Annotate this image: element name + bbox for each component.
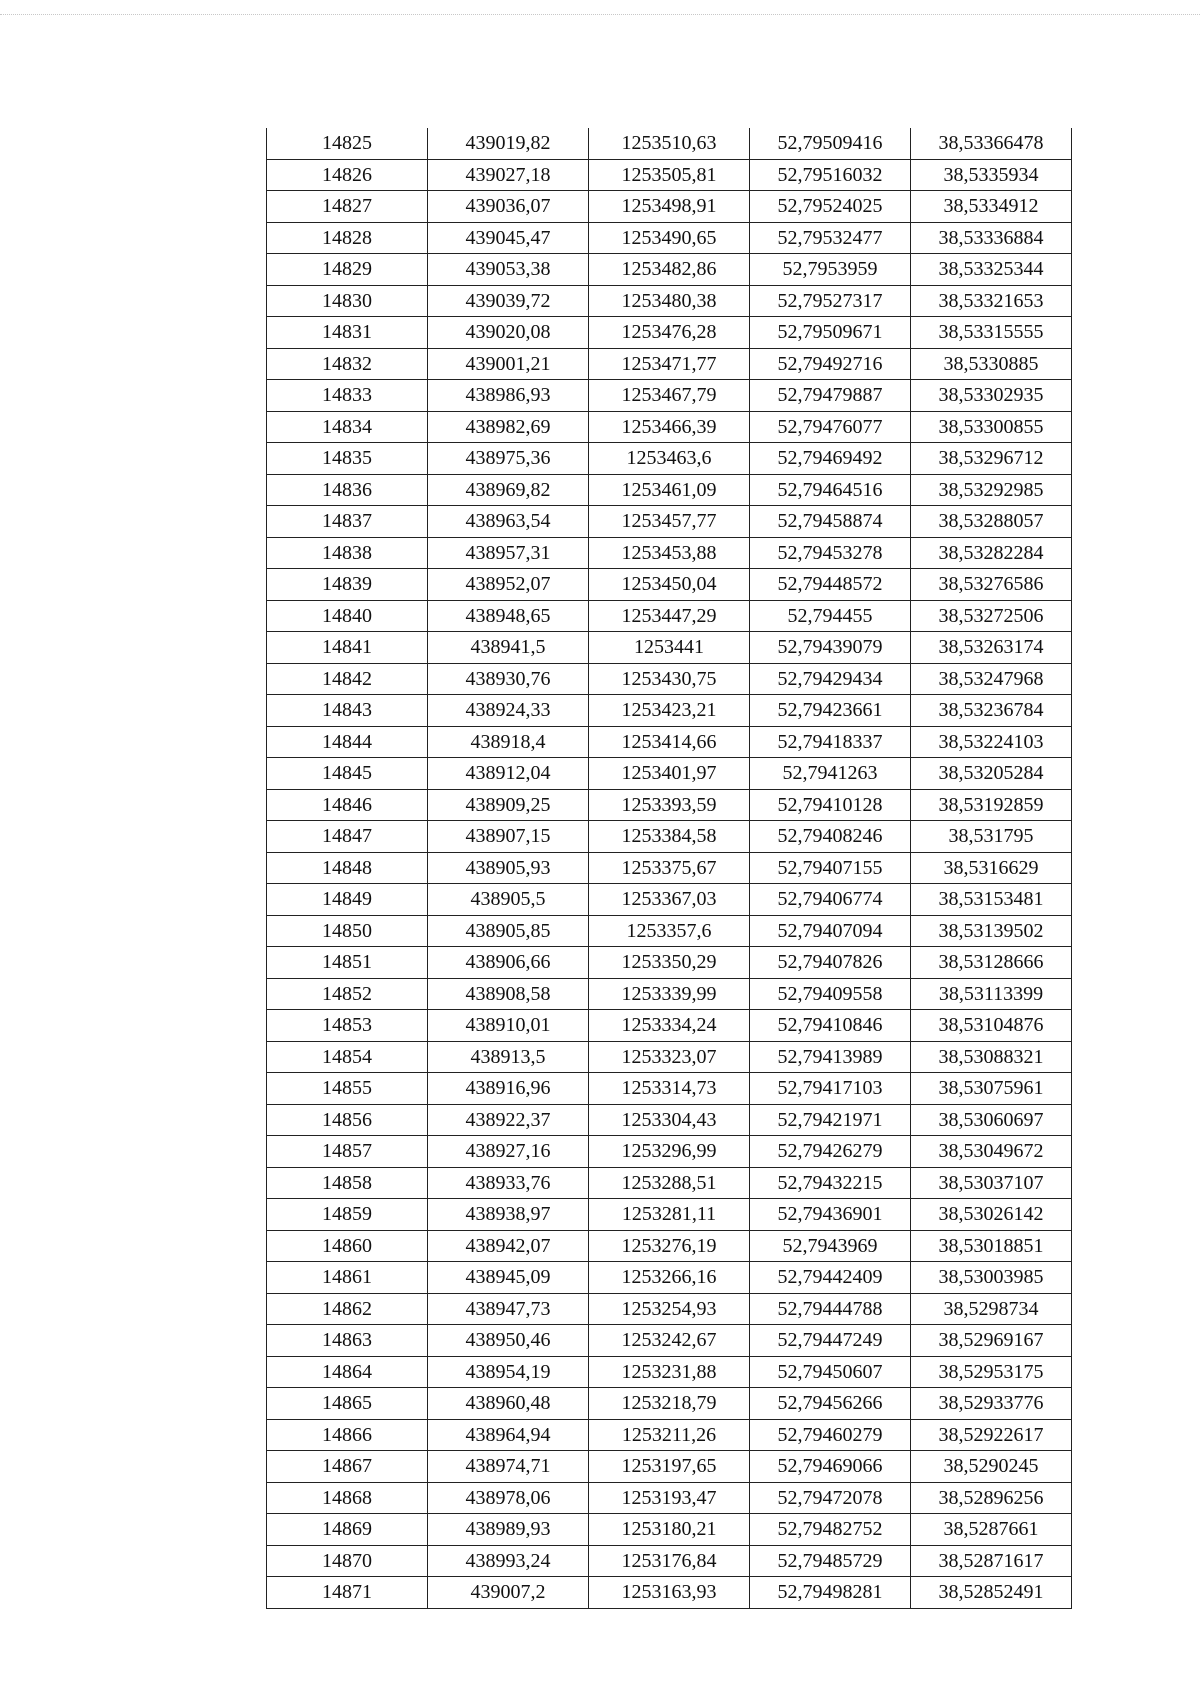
- cell-latitude: 52,79476077: [750, 411, 911, 443]
- cell-longitude: 38,53026142: [911, 1199, 1072, 1231]
- cell-coord-y: 1253510,63: [589, 128, 750, 159]
- table-row: [267, 191, 1072, 223]
- cell-point-number: 14860: [267, 1230, 428, 1262]
- cell-coord-x: 438905,93: [428, 852, 589, 884]
- cell-coord-y: 1253323,07: [589, 1041, 750, 1073]
- cell-longitude: 38,5316629: [911, 852, 1072, 884]
- cell-latitude: 52,79417103: [750, 1073, 911, 1105]
- cell-point-number: 14850: [267, 915, 428, 947]
- cell-coord-y: 1253350,29: [589, 947, 750, 979]
- cell-coord-x: 438964,94: [428, 1419, 589, 1451]
- cell-coord-x: 439020,08: [428, 317, 589, 349]
- cell-coord-y: 1253314,73: [589, 1073, 750, 1105]
- cell-coord-x: 438927,16: [428, 1136, 589, 1168]
- cell-coord-x: 439045,47: [428, 222, 589, 254]
- cell-latitude: 52,79527317: [750, 285, 911, 317]
- table-row: [267, 1010, 1072, 1042]
- table-row: [267, 852, 1072, 884]
- table-row: [267, 1293, 1072, 1325]
- cell-coord-y: 1253163,93: [589, 1577, 750, 1609]
- cell-longitude: 38,5287661: [911, 1514, 1072, 1546]
- cell-latitude: 52,7943969: [750, 1230, 911, 1262]
- cell-latitude: 52,79453278: [750, 537, 911, 569]
- cell-coord-y: 1253453,88: [589, 537, 750, 569]
- cell-coord-y: 1253304,43: [589, 1104, 750, 1136]
- cell-coord-y: 1253430,75: [589, 663, 750, 695]
- cell-longitude: 38,53282284: [911, 537, 1072, 569]
- cell-latitude: 52,79482752: [750, 1514, 911, 1546]
- cell-coord-y: 1253334,24: [589, 1010, 750, 1042]
- table-row: [267, 285, 1072, 317]
- cell-latitude: 52,7941263: [750, 758, 911, 790]
- cell-point-number: 14851: [267, 947, 428, 979]
- cell-point-number: 14867: [267, 1451, 428, 1483]
- cell-latitude: 52,79448572: [750, 569, 911, 601]
- table-row: [267, 1419, 1072, 1451]
- cell-point-number: 14857: [267, 1136, 428, 1168]
- cell-longitude: 38,53075961: [911, 1073, 1072, 1105]
- cell-longitude: 38,53292985: [911, 474, 1072, 506]
- table-row: [267, 1577, 1072, 1609]
- cell-longitude: 38,53336884: [911, 222, 1072, 254]
- table-row: [267, 569, 1072, 601]
- cell-latitude: 52,79407094: [750, 915, 911, 947]
- cell-coord-y: 1253450,04: [589, 569, 750, 601]
- cell-coord-y: 1253193,47: [589, 1482, 750, 1514]
- cell-coord-y: 1253414,66: [589, 726, 750, 758]
- cell-latitude: 52,79469492: [750, 443, 911, 475]
- cell-longitude: 38,53113399: [911, 978, 1072, 1010]
- cell-coord-x: 438986,93: [428, 380, 589, 412]
- cell-point-number: 14846: [267, 789, 428, 821]
- cell-coord-x: 438910,01: [428, 1010, 589, 1042]
- cell-coord-y: 1253180,21: [589, 1514, 750, 1546]
- cell-latitude: 52,79432215: [750, 1167, 911, 1199]
- cell-longitude: 38,53325344: [911, 254, 1072, 286]
- cell-longitude: 38,53288057: [911, 506, 1072, 538]
- cell-latitude: 52,79492716: [750, 348, 911, 380]
- cell-latitude: 52,79509416: [750, 128, 911, 159]
- cell-longitude: 38,53104876: [911, 1010, 1072, 1042]
- cell-latitude: 52,794455: [750, 600, 911, 632]
- cell-latitude: 52,79429434: [750, 663, 911, 695]
- cell-longitude: 38,52953175: [911, 1356, 1072, 1388]
- cell-point-number: 14828: [267, 222, 428, 254]
- table-row: [267, 537, 1072, 569]
- table-row: [267, 1482, 1072, 1514]
- cell-longitude: 38,52852491: [911, 1577, 1072, 1609]
- cell-longitude: 38,53192859: [911, 789, 1072, 821]
- cell-longitude: 38,53302935: [911, 380, 1072, 412]
- cell-longitude: 38,53049672: [911, 1136, 1072, 1168]
- cell-longitude: 38,53300855: [911, 411, 1072, 443]
- cell-point-number: 14836: [267, 474, 428, 506]
- cell-coord-y: 1253242,67: [589, 1325, 750, 1357]
- cell-latitude: 52,79406774: [750, 884, 911, 916]
- cell-point-number: 14868: [267, 1482, 428, 1514]
- cell-point-number: 14832: [267, 348, 428, 380]
- cell-latitude: 52,79423661: [750, 695, 911, 727]
- cell-coord-y: 1253467,79: [589, 380, 750, 412]
- cell-longitude: 38,53247968: [911, 663, 1072, 695]
- cell-point-number: 14827: [267, 191, 428, 223]
- cell-latitude: 52,79498281: [750, 1577, 911, 1609]
- cell-longitude: 38,5330885: [911, 348, 1072, 380]
- cell-point-number: 14831: [267, 317, 428, 349]
- cell-coord-x: 439027,18: [428, 159, 589, 191]
- cell-coord-y: 1253393,59: [589, 789, 750, 821]
- cell-longitude: 38,5335934: [911, 159, 1072, 191]
- cell-point-number: 14843: [267, 695, 428, 727]
- table-row: [267, 474, 1072, 506]
- table-row: [267, 884, 1072, 916]
- cell-latitude: 52,79426279: [750, 1136, 911, 1168]
- cell-point-number: 14856: [267, 1104, 428, 1136]
- cell-coord-x: 438941,5: [428, 632, 589, 664]
- cell-point-number: 14865: [267, 1388, 428, 1420]
- cell-coord-y: 1253384,58: [589, 821, 750, 853]
- table-row: [267, 348, 1072, 380]
- cell-latitude: 52,79485729: [750, 1545, 911, 1577]
- cell-coord-y: 1253441: [589, 632, 750, 664]
- cell-latitude: 52,79532477: [750, 222, 911, 254]
- cell-point-number: 14861: [267, 1262, 428, 1294]
- cell-longitude: 38,52933776: [911, 1388, 1072, 1420]
- cell-longitude: 38,52871617: [911, 1545, 1072, 1577]
- cell-latitude: 52,79442409: [750, 1262, 911, 1294]
- cell-latitude: 52,79458874: [750, 506, 911, 538]
- cell-latitude: 52,79516032: [750, 159, 911, 191]
- cell-longitude: 38,5334912: [911, 191, 1072, 223]
- cell-coord-x: 438924,33: [428, 695, 589, 727]
- cell-longitude: 38,53366478: [911, 128, 1072, 159]
- cell-point-number: 14838: [267, 537, 428, 569]
- cell-point-number: 14847: [267, 821, 428, 853]
- cell-coord-y: 1253296,99: [589, 1136, 750, 1168]
- cell-coord-x: 438974,71: [428, 1451, 589, 1483]
- cell-point-number: 14833: [267, 380, 428, 412]
- cell-latitude: 52,79479887: [750, 380, 911, 412]
- cell-point-number: 14858: [267, 1167, 428, 1199]
- cell-coord-x: 438942,07: [428, 1230, 589, 1262]
- cell-longitude: 38,53276586: [911, 569, 1072, 601]
- table-row: [267, 1104, 1072, 1136]
- cell-coord-x: 438957,31: [428, 537, 589, 569]
- table-row: [267, 947, 1072, 979]
- cell-latitude: 52,79460279: [750, 1419, 911, 1451]
- cell-latitude: 52,79464516: [750, 474, 911, 506]
- cell-coord-x: 438993,24: [428, 1545, 589, 1577]
- cell-coord-y: 1253367,03: [589, 884, 750, 916]
- cell-coord-x: 438945,09: [428, 1262, 589, 1294]
- cell-point-number: 14870: [267, 1545, 428, 1577]
- cell-longitude: 38,53321653: [911, 285, 1072, 317]
- cell-coord-x: 438950,46: [428, 1325, 589, 1357]
- cell-coord-x: 438954,19: [428, 1356, 589, 1388]
- cell-latitude: 52,79472078: [750, 1482, 911, 1514]
- cell-coord-y: 1253375,67: [589, 852, 750, 884]
- cell-point-number: 14855: [267, 1073, 428, 1105]
- cell-point-number: 14848: [267, 852, 428, 884]
- cell-coord-x: 438912,04: [428, 758, 589, 790]
- cell-longitude: 38,52922617: [911, 1419, 1072, 1451]
- cell-coord-x: 438933,76: [428, 1167, 589, 1199]
- cell-longitude: 38,53315555: [911, 317, 1072, 349]
- cell-latitude: 52,79410128: [750, 789, 911, 821]
- table-row: [267, 1041, 1072, 1073]
- table-row: [267, 695, 1072, 727]
- cell-coord-x: 439036,07: [428, 191, 589, 223]
- cell-latitude: 52,7953959: [750, 254, 911, 286]
- cell-coord-y: 1253482,86: [589, 254, 750, 286]
- cell-longitude: 38,53236784: [911, 695, 1072, 727]
- cell-coord-y: 1253357,6: [589, 915, 750, 947]
- cell-longitude: 38,53139502: [911, 915, 1072, 947]
- cell-point-number: 14841: [267, 632, 428, 664]
- cell-point-number: 14826: [267, 159, 428, 191]
- cell-point-number: 14852: [267, 978, 428, 1010]
- cell-point-number: 14866: [267, 1419, 428, 1451]
- cell-coord-x: 438947,73: [428, 1293, 589, 1325]
- cell-coord-x: 438916,96: [428, 1073, 589, 1105]
- cell-point-number: 14869: [267, 1514, 428, 1546]
- table-row: [267, 1136, 1072, 1168]
- cell-coord-y: 1253339,99: [589, 978, 750, 1010]
- cell-latitude: 52,79469066: [750, 1451, 911, 1483]
- cell-longitude: 38,53018851: [911, 1230, 1072, 1262]
- cell-longitude: 38,5290245: [911, 1451, 1072, 1483]
- table-row: [267, 1545, 1072, 1577]
- cell-coord-x: 438952,07: [428, 569, 589, 601]
- cell-latitude: 52,79418337: [750, 726, 911, 758]
- cell-coord-x: 439001,21: [428, 348, 589, 380]
- cell-coord-x: 438918,4: [428, 726, 589, 758]
- cell-coord-x: 438913,5: [428, 1041, 589, 1073]
- cell-longitude: 38,53060697: [911, 1104, 1072, 1136]
- cell-coord-y: 1253266,16: [589, 1262, 750, 1294]
- cell-coord-y: 1253466,39: [589, 411, 750, 443]
- table-row: [267, 1167, 1072, 1199]
- table-row: [267, 915, 1072, 947]
- cell-coord-x: 439007,2: [428, 1577, 589, 1609]
- cell-longitude: 38,53128666: [911, 947, 1072, 979]
- cell-point-number: 14849: [267, 884, 428, 916]
- table-row: [267, 726, 1072, 758]
- cell-coord-x: 438930,76: [428, 663, 589, 695]
- cell-latitude: 52,79447249: [750, 1325, 911, 1357]
- table-row: [267, 1073, 1072, 1105]
- cell-coord-y: 1253218,79: [589, 1388, 750, 1420]
- cell-point-number: 14845: [267, 758, 428, 790]
- cell-coord-x: 438960,48: [428, 1388, 589, 1420]
- cell-latitude: 52,79408246: [750, 821, 911, 853]
- cell-coord-y: 1253471,77: [589, 348, 750, 380]
- cell-coord-x: 438969,82: [428, 474, 589, 506]
- cell-latitude: 52,79413989: [750, 1041, 911, 1073]
- cell-longitude: 38,53088321: [911, 1041, 1072, 1073]
- table-row: [267, 1356, 1072, 1388]
- cell-coord-x: 438978,06: [428, 1482, 589, 1514]
- cell-coord-y: 1253254,93: [589, 1293, 750, 1325]
- cell-coord-x: 439053,38: [428, 254, 589, 286]
- cell-coord-x: 438975,36: [428, 443, 589, 475]
- cell-coord-y: 1253288,51: [589, 1167, 750, 1199]
- cell-point-number: 14864: [267, 1356, 428, 1388]
- table-row: [267, 317, 1072, 349]
- cell-coord-x: 438948,65: [428, 600, 589, 632]
- cell-longitude: 38,53272506: [911, 600, 1072, 632]
- cell-coord-y: 1253211,26: [589, 1419, 750, 1451]
- table-row: [267, 632, 1072, 664]
- cell-coord-y: 1253276,19: [589, 1230, 750, 1262]
- cell-latitude: 52,79407155: [750, 852, 911, 884]
- cell-longitude: 38,53003985: [911, 1262, 1072, 1294]
- table-row: [267, 1451, 1072, 1483]
- table-row: [267, 789, 1072, 821]
- cell-point-number: 14859: [267, 1199, 428, 1231]
- cell-latitude: 52,79407826: [750, 947, 911, 979]
- table-row: [267, 1230, 1072, 1262]
- cell-latitude: 52,79410846: [750, 1010, 911, 1042]
- cell-coord-y: 1253457,77: [589, 506, 750, 538]
- cell-point-number: 14835: [267, 443, 428, 475]
- cell-coord-x: 438963,54: [428, 506, 589, 538]
- cell-point-number: 14840: [267, 600, 428, 632]
- table-row: [267, 1514, 1072, 1546]
- cell-point-number: 14863: [267, 1325, 428, 1357]
- coordinates-table: [266, 128, 1072, 1609]
- table-row: [267, 821, 1072, 853]
- table-row: [267, 254, 1072, 286]
- cell-latitude: 52,79444788: [750, 1293, 911, 1325]
- cell-point-number: 14834: [267, 411, 428, 443]
- table-row: [267, 443, 1072, 475]
- cell-coord-y: 1253490,65: [589, 222, 750, 254]
- cell-coord-x: 438922,37: [428, 1104, 589, 1136]
- cell-latitude: 52,79421971: [750, 1104, 911, 1136]
- cell-longitude: 38,5298734: [911, 1293, 1072, 1325]
- cell-coord-x: 438989,93: [428, 1514, 589, 1546]
- cell-longitude: 38,52969167: [911, 1325, 1072, 1357]
- cell-point-number: 14837: [267, 506, 428, 538]
- table-row: [267, 758, 1072, 790]
- table-row: [267, 978, 1072, 1010]
- cell-latitude: 52,79509671: [750, 317, 911, 349]
- cell-point-number: 14871: [267, 1577, 428, 1609]
- cell-latitude: 52,79450607: [750, 1356, 911, 1388]
- cell-coord-y: 1253281,11: [589, 1199, 750, 1231]
- table-row: [267, 1199, 1072, 1231]
- cell-coord-y: 1253463,6: [589, 443, 750, 475]
- cell-point-number: 14853: [267, 1010, 428, 1042]
- table-row: [267, 663, 1072, 695]
- cell-longitude: 38,531795: [911, 821, 1072, 853]
- cell-latitude: 52,79439079: [750, 632, 911, 664]
- cell-longitude: 38,53205284: [911, 758, 1072, 790]
- table-row: [267, 1325, 1072, 1357]
- table-row: [267, 411, 1072, 443]
- table-row: [267, 1388, 1072, 1420]
- cell-coord-y: 1253498,91: [589, 191, 750, 223]
- cell-point-number: 14825: [267, 128, 428, 159]
- cell-coord-y: 1253505,81: [589, 159, 750, 191]
- cell-longitude: 38,53037107: [911, 1167, 1072, 1199]
- table-row: [267, 159, 1072, 191]
- cell-coord-x: 438982,69: [428, 411, 589, 443]
- cell-coord-x: 439039,72: [428, 285, 589, 317]
- cell-latitude: 52,79524025: [750, 191, 911, 223]
- cell-coord-x: 438908,58: [428, 978, 589, 1010]
- cell-longitude: 38,53224103: [911, 726, 1072, 758]
- coordinates-table-body: [267, 128, 1072, 1608]
- cell-coord-y: 1253480,38: [589, 285, 750, 317]
- table-row: [267, 222, 1072, 254]
- table-row: [267, 600, 1072, 632]
- page-top-edge: [0, 14, 1200, 15]
- cell-coord-x: 438905,5: [428, 884, 589, 916]
- cell-coord-y: 1253197,65: [589, 1451, 750, 1483]
- table-row: [267, 128, 1072, 159]
- cell-point-number: 14829: [267, 254, 428, 286]
- cell-coord-y: 1253401,97: [589, 758, 750, 790]
- cell-coord-y: 1253176,84: [589, 1545, 750, 1577]
- cell-coord-x: 438938,97: [428, 1199, 589, 1231]
- cell-point-number: 14830: [267, 285, 428, 317]
- cell-point-number: 14854: [267, 1041, 428, 1073]
- cell-point-number: 14862: [267, 1293, 428, 1325]
- cell-coord-x: 438905,85: [428, 915, 589, 947]
- table-row: [267, 506, 1072, 538]
- cell-point-number: 14839: [267, 569, 428, 601]
- cell-coord-y: 1253476,28: [589, 317, 750, 349]
- cell-latitude: 52,79436901: [750, 1199, 911, 1231]
- cell-coord-y: 1253447,29: [589, 600, 750, 632]
- cell-point-number: 14844: [267, 726, 428, 758]
- table-row: [267, 380, 1072, 412]
- cell-longitude: 38,53296712: [911, 443, 1072, 475]
- cell-coord-x: 438906,66: [428, 947, 589, 979]
- cell-latitude: 52,79409558: [750, 978, 911, 1010]
- cell-coord-y: 1253231,88: [589, 1356, 750, 1388]
- cell-coord-y: 1253423,21: [589, 695, 750, 727]
- cell-longitude: 38,53263174: [911, 632, 1072, 664]
- cell-coord-x: 438907,15: [428, 821, 589, 853]
- cell-longitude: 38,53153481: [911, 884, 1072, 916]
- cell-coord-x: 438909,25: [428, 789, 589, 821]
- cell-longitude: 38,52896256: [911, 1482, 1072, 1514]
- cell-coord-y: 1253461,09: [589, 474, 750, 506]
- table-row: [267, 1262, 1072, 1294]
- cell-latitude: 52,79456266: [750, 1388, 911, 1420]
- cell-point-number: 14842: [267, 663, 428, 695]
- cell-coord-x: 439019,82: [428, 128, 589, 159]
